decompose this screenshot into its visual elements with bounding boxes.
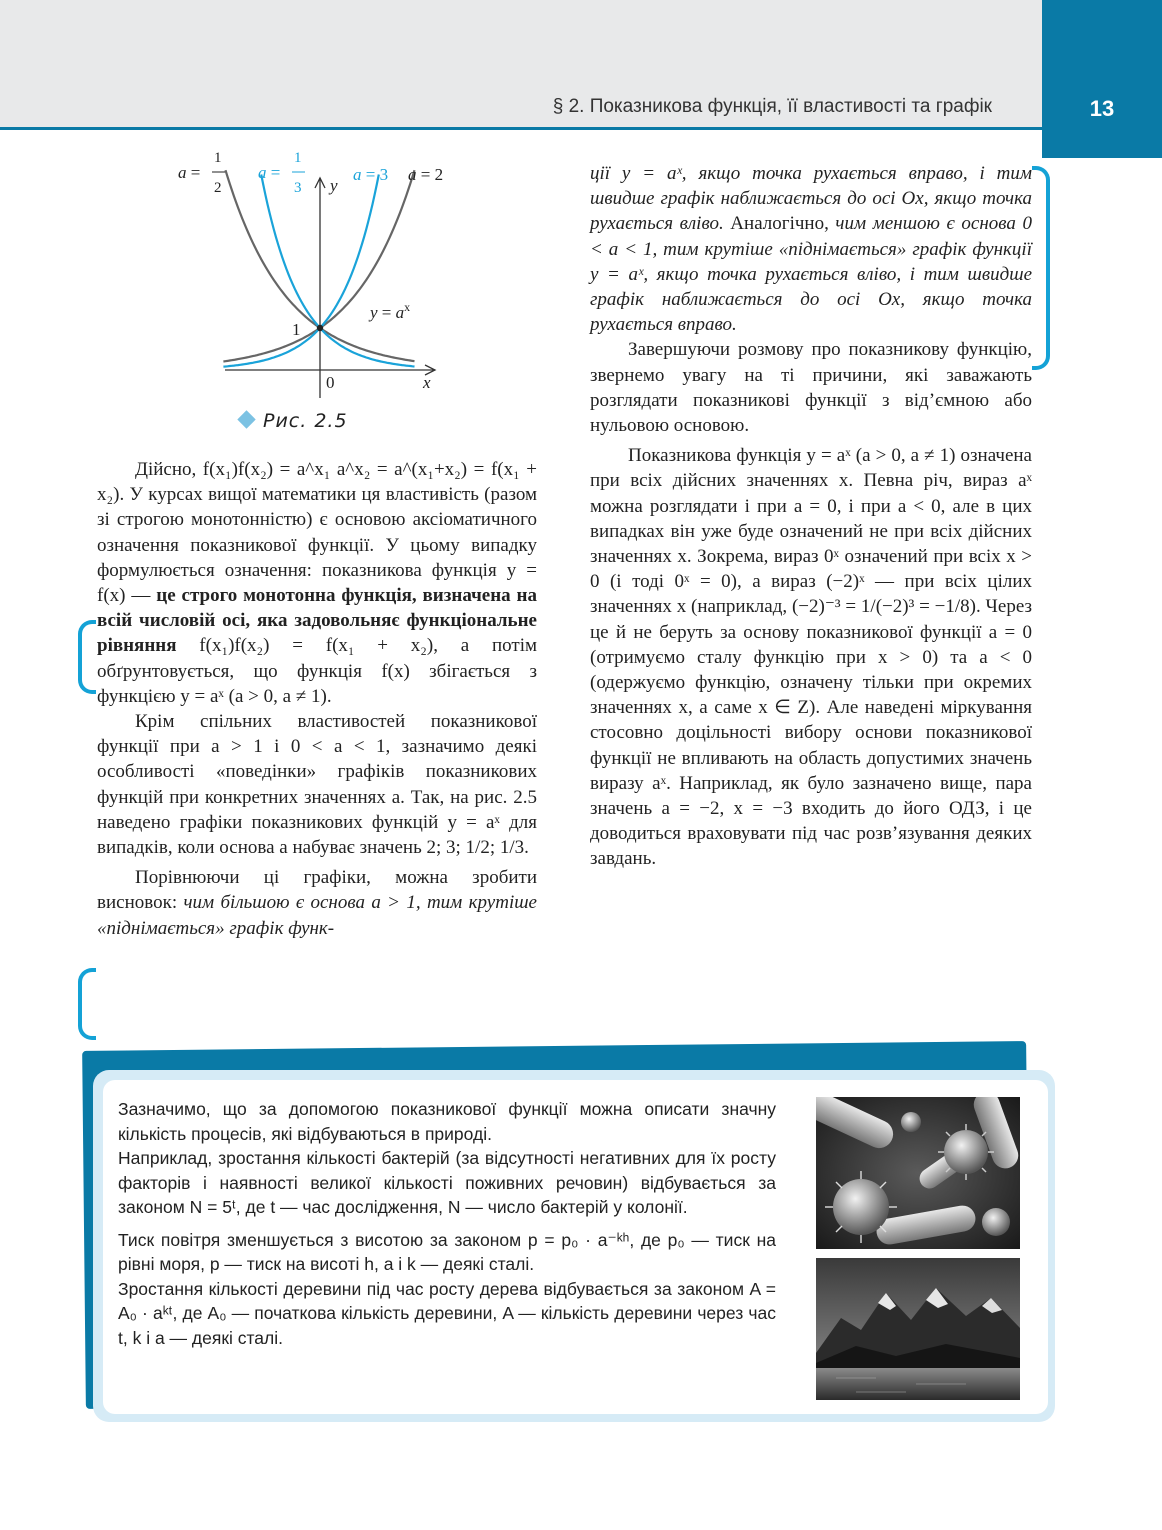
paragraph-conclusion: Завершуючи розмову про показникову функцію, звернемо увагу на ті причини, які заважають розглядати показникові функції з від’ємною або нульовою основою. bbox=[590, 339, 1032, 437]
svg-text:1: 1 bbox=[294, 150, 302, 166]
paragraph-features: Крім спільних властивостей показникової функції при a > 1 і 0 < a < 1, зазначимо деякі особливості «поведінки» графіків показникових функцій при конкретних значеннях a. Так, на рис. 2.5 наведено графіки показникових функцій y = aˣ для випадків, коли основа a набуває значень 2; 3; 1/2; 1/3. bbox=[97, 711, 537, 859]
text-p1-eq: f(x₁)f(x₂) = f(x₁ + x₂), bbox=[176, 635, 438, 657]
text-p1-tail: а потім обґрунтовується, що функція f(x) збігається з функцією y = aˣ (a > 0, a ≠ 1). bbox=[97, 635, 537, 707]
infobox-p2: Наприклад, зростання кількості бактерій (за відсутності негативних для їх росту факторів і наявності великої кількості поживних речовин) відбувається за законом N = 5ᵗ, де t — час дослідження, N — число бактерій у колонії. bbox=[118, 1148, 776, 1217]
caption-text: Рис. 2.5 bbox=[263, 410, 348, 432]
section-title: § 2. Показникова функція, її властивості та графік bbox=[552, 96, 992, 117]
curve-a-2 bbox=[223, 170, 414, 361]
page-number: 13 bbox=[1089, 96, 1115, 121]
infobox-text bbox=[118, 1097, 776, 1350]
svg-text:1: 1 bbox=[214, 150, 222, 166]
paragraph-definition bbox=[97, 457, 537, 709]
page-number-box bbox=[1042, 0, 1162, 158]
paragraph-comparison-cont bbox=[590, 161, 1032, 337]
text-r1-italic: ції y = aˣ, якщо точка рухається вправо, і тим швидше графік наближається до осі Ox, якщо точка рухається вліво. bbox=[590, 163, 1032, 235]
label-a-half: a = bbox=[178, 163, 201, 182]
virus-cluster-1 bbox=[938, 1124, 994, 1180]
infobox-p1: Зазначимо, що за допомогою показникової функції можна описати значну кількість процесів, які відбуваються в природі. bbox=[118, 1099, 776, 1144]
exponential-graphs-figure bbox=[170, 148, 460, 408]
svg-text:3: 3 bbox=[294, 180, 302, 196]
paragraph-negative-base: Показникова функція y = aˣ (a > 0, a ≠ 1) означена при всіх дійсних значеннях x. Певна річ, вираз aˣ можна розглядати і при a = 0, і при a < 0, але в цих випадках він уже буде означений не при всіх дійсних значеннях x. Зокрема, вираз 0ˣ означений при всіх x > 0 (і тоді 0ˣ = 0), а вираз (−2)ˣ — при всіх цілих значеннях x (наприклад, (−2)⁻³ = 1/(−2)³ = −1/8). Через це й не беруть за основу показникової функції a = 0 (отримуємо сталу функцію при x > 0) та a < 0 (одержуємо функцію, означену тільки при окремих значеннях x, а саме x ∈ Z). Але наведені міркування стосовно доцільності вибору основи показникової функції не впливають на область допустимих значень виразу aˣ. Наприклад, як було зазначено вище, пара значень a = −2, x = −3 входить до його ОДЗ, і це доводиться враховувати під час розв’язування деяких завдань. bbox=[590, 445, 1032, 870]
right-column bbox=[590, 161, 1032, 872]
label-y-axis: y bbox=[330, 176, 338, 195]
highlight-bracket-left-1 bbox=[78, 620, 96, 694]
infobox-p4: Зростання кількості деревини під час росту дерева відбувається за законом A = A₀ · aᵏᵗ, де A₀ — початкова кількість деревини, A — кількість деревини через час t, k і a — деякі сталі. bbox=[118, 1278, 776, 1348]
label-origin: 0 bbox=[326, 373, 335, 392]
text-p1-bold: це строго монотонна функція, визначена на всій числовій осі, яка задовольняє функціональне рівняння bbox=[97, 585, 537, 657]
paragraph-comparison bbox=[97, 865, 537, 941]
label-a-3: a = 3 bbox=[353, 165, 389, 184]
point-0-1 bbox=[317, 325, 323, 331]
infobox-p3: Тиск повітря зменшується з висотою за законом p = p₀ · a⁻ᵏʰ, де p₀ — тиск на рівні моря, p — тиск на висоті h, a і k — деякі сталі. bbox=[118, 1229, 776, 1274]
header-rule bbox=[0, 127, 1042, 130]
svg-text:a =: a = bbox=[258, 163, 281, 182]
label-one: 1 bbox=[292, 320, 301, 339]
figure-caption bbox=[240, 410, 348, 432]
bacteria-photo bbox=[816, 1097, 1020, 1249]
text-p1: Дійсно, f(x₁)f(x₂) = a^x₁ a^x₂ = a^(x₁+x₂) = f(x₁ + x₂). У курсах вищої математики ця властивість (разом зі строгою монотонністю) є основою аксіоматичного означення показникової функції. У цьому випадку формулюється означення: показникова функція y = f(x) — bbox=[97, 459, 537, 607]
label-a-2: a = 2 bbox=[408, 165, 444, 184]
svg-text:2: 2 bbox=[214, 180, 222, 196]
mountain-lake-photo bbox=[816, 1258, 1020, 1400]
label-func: $y = a^x$ bbox=[370, 300, 411, 322]
text-p3-italic: чим більшою є основа a > 1, тим крутіше «піднімається» графік функ- bbox=[97, 892, 537, 939]
diamond-icon bbox=[237, 410, 255, 428]
highlight-bracket-right bbox=[1032, 166, 1050, 370]
text-p3-start: Порівнюючи ці графіки, можна зробити висновок: bbox=[97, 867, 537, 914]
text-r1-mid: Аналогічно, bbox=[723, 213, 836, 235]
highlight-bracket-left-2 bbox=[78, 968, 96, 1040]
label-x-axis: x bbox=[423, 373, 431, 392]
left-column bbox=[97, 457, 537, 941]
curve-a-3 bbox=[223, 175, 378, 367]
text-r1-italic2: чим меншою є основа 0 < a < 1, тим крутіше «піднімається» графік функції y = aˣ, якщо точка рухається вліво, і тим швидше графік наближається до осі Ox, якщо точка рухається вправо. bbox=[590, 213, 1032, 336]
